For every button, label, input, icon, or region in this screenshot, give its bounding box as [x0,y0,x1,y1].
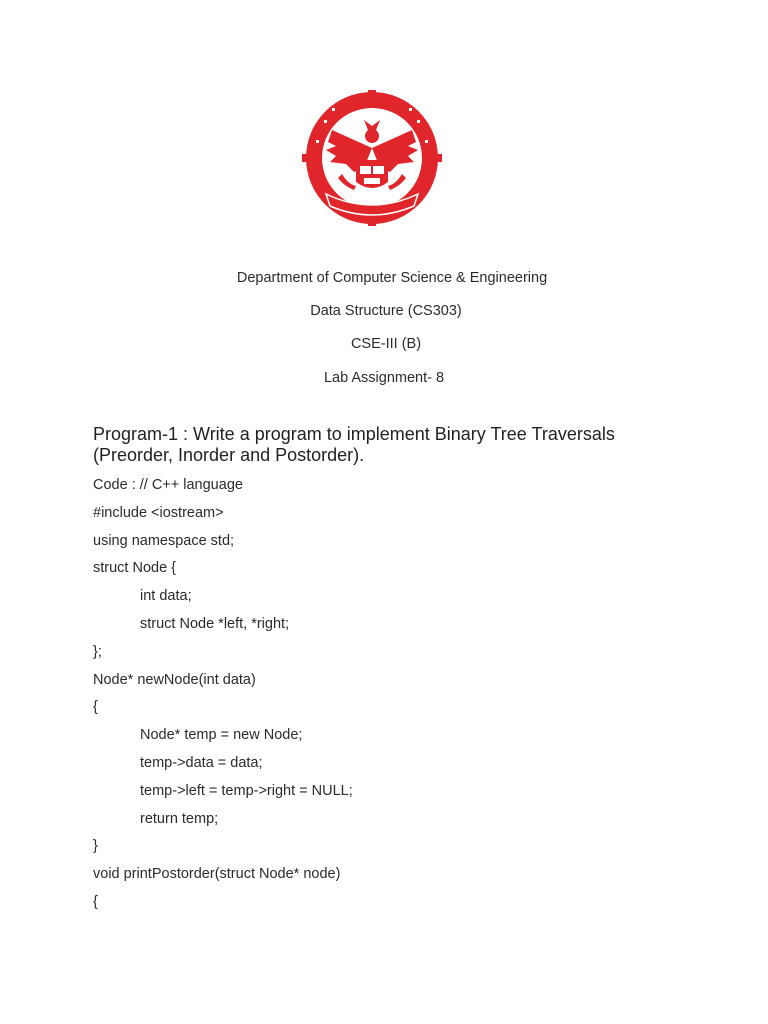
code-line: using namespace std; [93,532,235,549]
code-line: }; [93,643,102,660]
code-line: Node* temp = new Node; [140,727,303,744]
code-listing [93,476,713,921]
code-line: temp->data = data; [140,754,263,771]
university-seal-logo [302,90,442,230]
course-name: Data Structure (CS303) [310,303,462,319]
lab-assignment-number: Lab Assignment- 8 [323,370,445,386]
code-line: int data; [140,588,192,605]
code-line: Node* newNode(int data) [93,671,256,688]
class-section: CSE-III (B) [350,336,422,352]
code-line: return temp; [140,810,219,827]
code-line: } [93,838,98,855]
program-title: Program-1 : Write a program to implement Binary Tree Traversals (Preorder, Inorder and Postorder). [93,424,615,465]
code-line: Code : // C++ language [93,477,243,493]
code-line: struct Node { [93,560,177,577]
code-line: void printPostorder(struct Node* node) [93,866,341,883]
code-line: #include <iostream> [93,504,224,521]
code-line: struct Node *left, *right; [140,615,290,632]
code-line: temp->left = temp->right = NULL; [140,782,353,799]
code-line: { [93,699,98,716]
department-name: Department of Computer Science & Engineering [236,270,548,286]
code-line: { [93,893,98,910]
